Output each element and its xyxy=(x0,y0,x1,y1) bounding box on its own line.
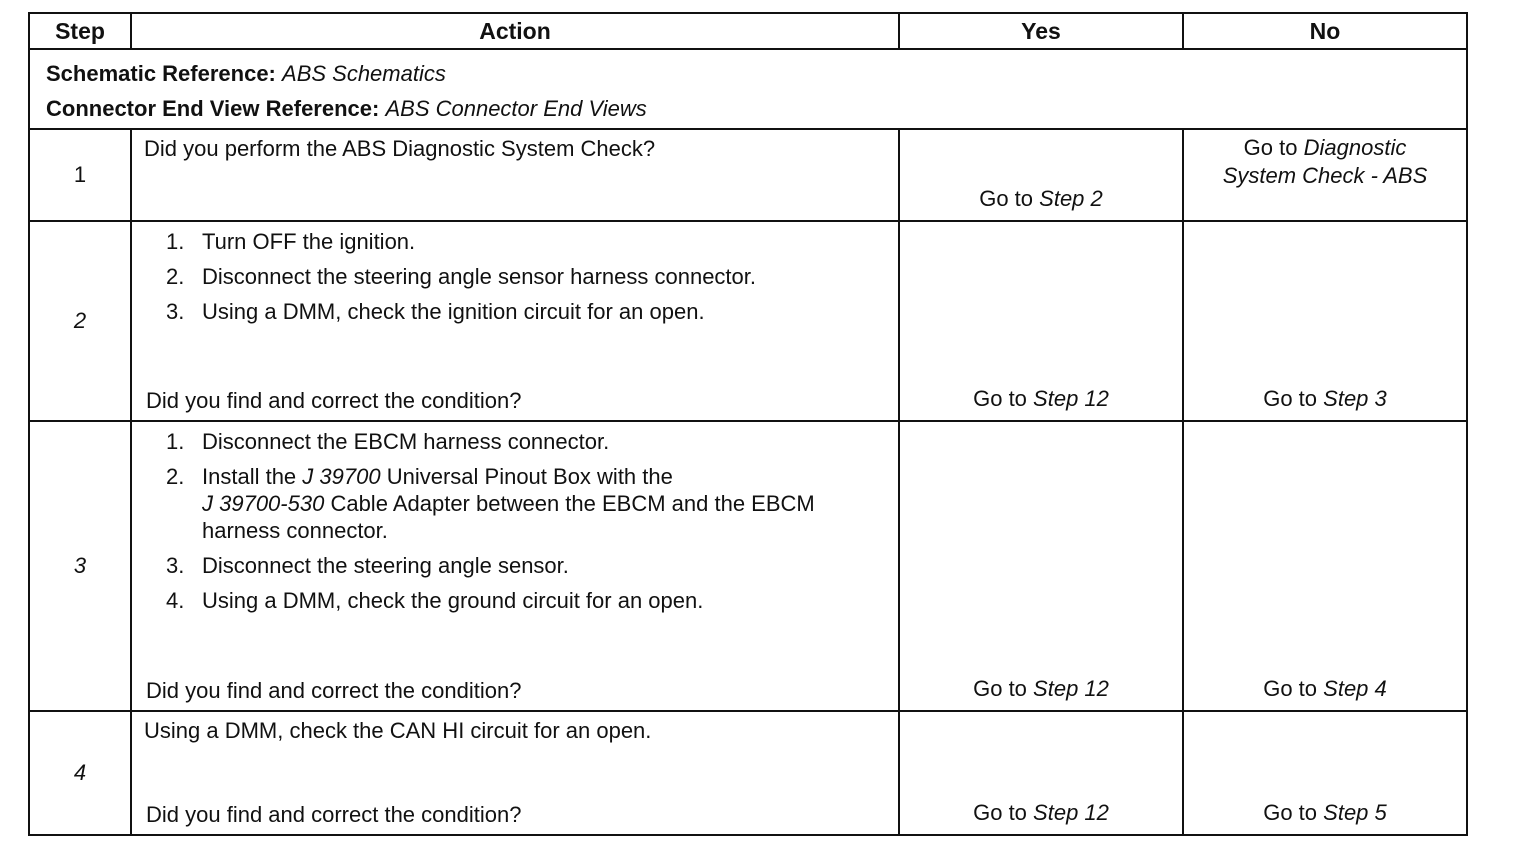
action-step: 3. Disconnect the steering angle sensor. xyxy=(166,553,569,578)
yes-target: Step 12 xyxy=(1033,386,1109,411)
no-answer: Go to Diagnostic System Check - ABS xyxy=(1222,135,1428,188)
action-cell xyxy=(131,421,899,711)
header-row xyxy=(29,13,1467,49)
action-text: Did you perform the ABS Diagnostic System Check? xyxy=(144,136,656,161)
action-step: 2. Disconnect the steering angle sensor harness connector. xyxy=(166,264,756,289)
action-cell xyxy=(131,129,899,221)
no-cell xyxy=(1183,421,1467,711)
connector-reference-label: Connector End View Reference: xyxy=(46,96,380,121)
action-step: 4. Using a DMM, check the ground circuit for an open. xyxy=(166,588,704,613)
no-cell xyxy=(1183,129,1467,221)
yes-target: Step 12 xyxy=(1033,676,1109,701)
no-answer: Go to Step 5 xyxy=(1263,800,1387,825)
yes-cell xyxy=(899,711,1183,835)
yes-target: Step 12 xyxy=(1033,800,1109,825)
step-number: 4 xyxy=(29,711,131,835)
no-target: Step 3 xyxy=(1323,386,1387,411)
yes-answer: Go to Step 2 xyxy=(979,186,1103,211)
schematic-reference-label: Schematic Reference: xyxy=(46,61,276,86)
action-step: 2. Install the J 39700 Universal Pinout Box with the J 39700-530 Cable Adapter between the EBCM and the EBCM harness connector. xyxy=(166,464,815,543)
header-yes: Yes xyxy=(899,13,1183,49)
no-target: Step 5 xyxy=(1323,800,1387,825)
table-row xyxy=(29,711,1467,835)
reference-row xyxy=(29,49,1467,129)
action-cell xyxy=(131,711,899,835)
header-action: Action xyxy=(131,13,899,49)
action-steps xyxy=(166,228,886,333)
step-number: 2 xyxy=(29,221,131,421)
action-step: 1. Disconnect the EBCM harness connector. xyxy=(166,429,610,454)
no-answer: Go to Step 3 xyxy=(1263,386,1387,411)
action-steps xyxy=(166,428,886,622)
schematic-reference xyxy=(46,56,1466,91)
table-row xyxy=(29,129,1467,221)
no-target-cont: System Check - ABS xyxy=(1222,163,1428,188)
no-target: Diagnostic xyxy=(1303,135,1407,160)
yes-answer: Go to Step 12 xyxy=(973,386,1109,411)
action-question: Did you find and correct the condition? xyxy=(146,802,522,827)
header-step: Step xyxy=(29,13,131,49)
diagnostic-table xyxy=(28,12,1468,836)
table-row xyxy=(29,221,1467,421)
step-number: 3 xyxy=(29,421,131,711)
schematic-reference-value: ABS Schematics xyxy=(282,61,446,86)
no-answer: Go to Step 4 xyxy=(1263,676,1387,701)
tool-reference: J 39700 xyxy=(302,464,381,489)
yes-cell xyxy=(899,221,1183,421)
action-step: 1. Turn OFF the ignition. xyxy=(166,229,416,254)
no-cell xyxy=(1183,711,1467,835)
yes-cell xyxy=(899,129,1183,221)
connector-reference-value: ABS Connector End Views xyxy=(385,96,647,121)
step-number: 1 xyxy=(29,129,131,221)
action-cell xyxy=(131,221,899,421)
yes-answer: Go to Step 12 xyxy=(973,800,1109,825)
action-text: Using a DMM, check the CAN HI circuit for an open. xyxy=(144,718,652,743)
table-row xyxy=(29,421,1467,711)
no-target: Step 4 xyxy=(1323,676,1387,701)
action-step: 3. Using a DMM, check the ignition circuit for an open. xyxy=(166,299,705,324)
no-cell xyxy=(1183,221,1467,421)
yes-answer: Go to Step 12 xyxy=(973,676,1109,701)
action-question: Did you find and correct the condition? xyxy=(146,388,522,413)
yes-target: Step 2 xyxy=(1039,186,1103,211)
action-question: Did you find and correct the condition? xyxy=(146,678,522,703)
tool-reference: J 39700-530 xyxy=(202,491,325,516)
connector-reference xyxy=(46,91,1466,126)
reference-cell xyxy=(29,49,1467,129)
header-no: No xyxy=(1183,13,1467,49)
yes-cell xyxy=(899,421,1183,711)
